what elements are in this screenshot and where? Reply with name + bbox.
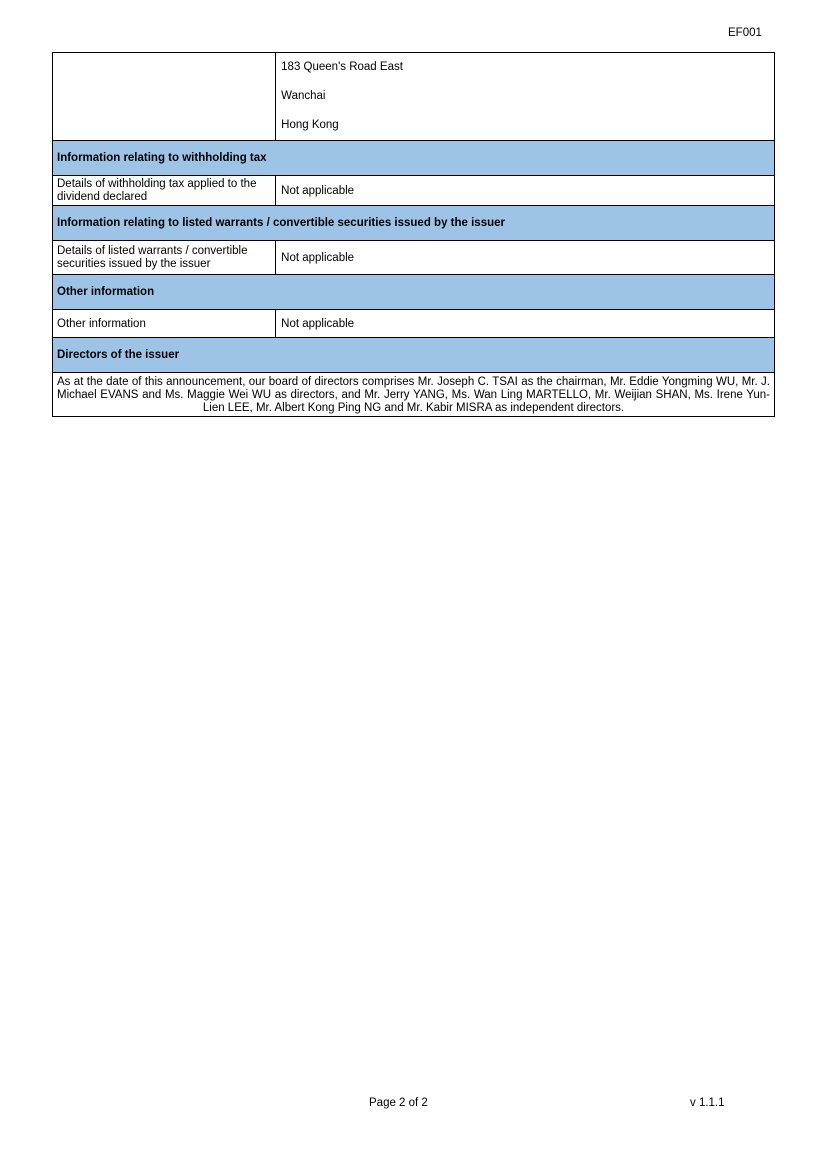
page-number: Page 2 of 2 bbox=[369, 1097, 428, 1109]
form-table bbox=[52, 52, 775, 417]
address-cell bbox=[276, 53, 775, 141]
section-header-other bbox=[53, 275, 775, 310]
warrants-row bbox=[53, 241, 775, 275]
section-header-withholding bbox=[53, 141, 775, 176]
address-line-3: Hong Kong bbox=[281, 119, 339, 131]
other-value: Not applicable bbox=[276, 310, 775, 338]
withholding-value: Not applicable bbox=[276, 176, 775, 206]
form-code: EF001 bbox=[728, 27, 762, 39]
warrants-value: Not applicable bbox=[276, 241, 775, 275]
other-row bbox=[53, 310, 775, 338]
section-header-directors bbox=[53, 338, 775, 373]
address-line-2: Wanchai bbox=[281, 90, 326, 102]
directors-text: As at the date of this announcement, our board of directors comprises Mr. Joseph C. TSAI as the chairman, Mr. Eddie Yongming WU, Mr. J. Michael EVANS and Ms. Maggie Wei WU as directors, and Mr. Jerry YANG, Ms. Wan Ling MARTELLO, Mr. Weijian SHAN, Ms. Irene Yun-Lien LEE, Mr. Albert Kong Ping NG and Mr. Kabir MISRA as independent directors. bbox=[53, 373, 775, 417]
section-title: Information relating to listed warrants / convertible securities issued by the issuer bbox=[53, 206, 775, 241]
withholding-label: Details of withholding tax applied to the dividend declared bbox=[53, 176, 276, 206]
warrants-label: Details of listed warrants / convertible securities issued by the issuer bbox=[53, 241, 276, 275]
section-title: Directors of the issuer bbox=[53, 338, 775, 373]
section-header-warrants bbox=[53, 206, 775, 241]
address-label-cell bbox=[53, 53, 276, 141]
other-label: Other information bbox=[53, 310, 276, 338]
address-row bbox=[53, 53, 775, 141]
section-title: Information relating to withholding tax bbox=[53, 141, 775, 176]
address-line-1: 183 Queen's Road East bbox=[281, 61, 403, 73]
directors-row bbox=[53, 373, 775, 417]
withholding-row bbox=[53, 176, 775, 206]
section-title: Other information bbox=[53, 275, 775, 310]
version-label: v 1.1.1 bbox=[690, 1097, 725, 1109]
